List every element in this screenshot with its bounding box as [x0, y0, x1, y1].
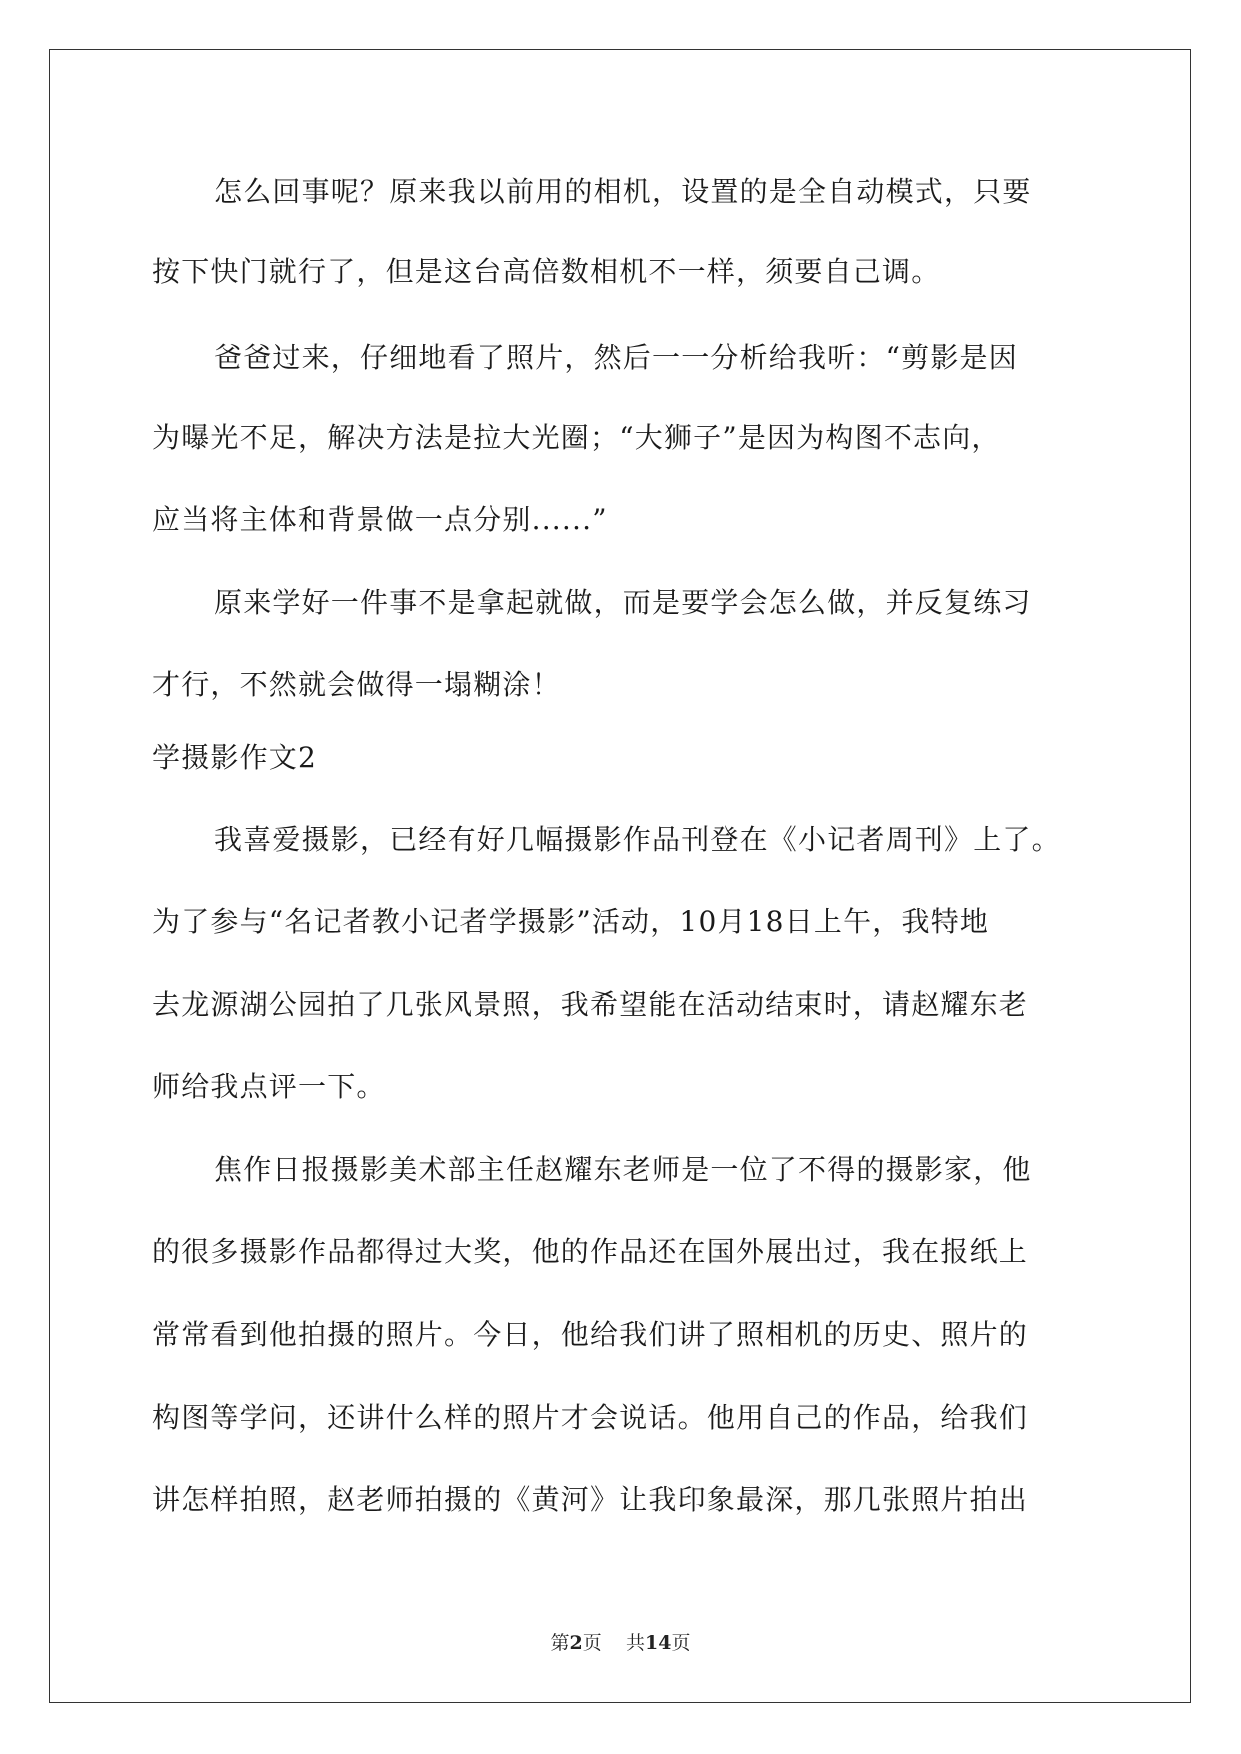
text-line: 原来学好一件事不是拿起就做，而是要学会怎么做，并反复练习 — [214, 586, 1032, 619]
page-border — [49, 49, 1191, 1703]
text-line: 构图等学问，还讲什么样的照片才会说话。他用自己的作品，给我们 — [152, 1401, 1029, 1434]
text-line: 我喜爱摄影，已经有好几幅摄影作品刊登在《小记者周刊》上了。 — [214, 823, 1061, 856]
page-number: 2 — [569, 1632, 583, 1654]
section-heading: 学摄影作文2 — [152, 741, 318, 774]
text-line: 的很多摄影作品都得过大奖，他的作品还在国外展出过，我在报纸上 — [152, 1235, 1029, 1268]
text-line: 为了参与“名记者教小记者学摄影”活动，10月18日上午，我特地 — [152, 905, 990, 938]
text-line: 爸爸过来，仔细地看了照片，然后一一分析给我听：“剪影是因 — [214, 341, 1018, 374]
total-suffix: 页 — [671, 1632, 691, 1654]
text-line: 讲怎样拍照，赵老师拍摄的《黄河》让我印象最深，那几张照片拍出 — [152, 1483, 1029, 1516]
text-line: 去龙源湖公园拍了几张风景照，我希望能在活动结束时，请赵耀东老 — [152, 988, 1029, 1021]
text-line: 焦作日报摄影美术部主任赵耀东老师是一位了不得的摄影家，他 — [214, 1153, 1032, 1186]
text-line: 怎么回事呢？原来我以前用的相机，设置的是全自动模式，只要 — [214, 175, 1032, 208]
text-line: 才行，不然就会做得一塌糊涂！ — [152, 668, 561, 701]
page-prefix: 第 — [550, 1632, 570, 1654]
text-line: 师给我点评一下。 — [152, 1070, 386, 1103]
total-pages: 14 — [644, 1632, 672, 1654]
total-prefix: 共 — [625, 1632, 645, 1654]
page-footer — [0, 1628, 1241, 1655]
text-line: 常常看到他拍摄的照片。今日，他给我们讲了照相机的历史、照片的 — [152, 1318, 1029, 1351]
text-line: 为曝光不足，解决方法是拉大光圈；“大狮子”是因为构图不志向， — [152, 421, 1001, 454]
page-suffix: 页 — [582, 1632, 602, 1654]
text-line: 按下快门就行了，但是这台高倍数相机不一样，须要自己调。 — [152, 255, 941, 288]
text-line: 应当将主体和背景做一点分别......” — [152, 503, 608, 536]
